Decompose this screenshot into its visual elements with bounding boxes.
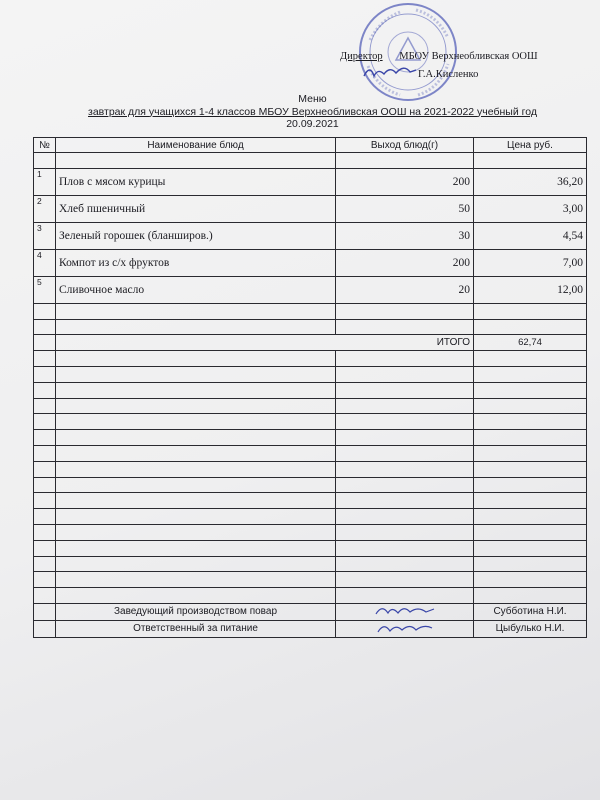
header-price: Цена руб. [474,138,587,153]
table-row-empty [34,556,587,572]
menu-table [33,137,587,638]
signature-mark [336,620,474,637]
item-price: 3,00 [474,195,587,222]
item-weight: 50 [336,195,474,222]
table-header-row [34,138,587,153]
signature-role: Заведующий производством повар [56,603,336,620]
signature-row [34,620,587,637]
table-row-empty [34,303,587,319]
table-row-empty [34,445,587,461]
signature-role: Ответственный за питание [56,620,336,637]
responsible-signature [370,621,440,634]
table-row-empty [34,509,587,525]
item-price: 7,00 [474,249,587,276]
table-row-empty [34,414,587,430]
table-row-empty [34,588,587,604]
item-price: 36,20 [474,168,587,195]
table-row-empty [34,477,587,493]
table-row [34,276,587,303]
table-row-empty [34,540,587,556]
item-number: 5 [34,276,56,303]
table-row-empty [34,524,587,540]
table-row [34,249,587,276]
table-row-empty [34,351,587,367]
table-row-empty [34,398,587,414]
school-name: МБОУ Верхнеобливская ООШ [399,51,538,62]
table-row [34,222,587,249]
title-line-2: завтрак для учащихся 1-4 классов МБОУ Верхнеобливская ООШ на 2021-2022 учебный год [88,105,537,118]
title-line-1: Меню [298,93,327,105]
total-label: ИТОГО [56,335,474,351]
item-name: Плов с мясом курицы [56,168,336,195]
menu-date: 20.09.2021 [286,118,339,130]
item-price: 4,54 [474,222,587,249]
table-row-empty [34,572,587,588]
menu-title [40,93,585,131]
total-row [34,335,587,351]
header-dish: Наименование блюд [56,138,336,153]
item-name: Зеленый горошек (бланширов.) [56,222,336,249]
item-price: 12,00 [474,276,587,303]
signature-row [34,603,587,620]
approval-block [340,50,590,82]
total-value: 62,74 [474,335,587,351]
item-weight: 200 [336,249,474,276]
table-row-empty [34,319,587,335]
item-number: 1 [34,168,56,195]
header-weight: Выход блюд(г) [336,138,474,153]
item-name: Компот из с/х фруктов [56,249,336,276]
table-row-empty [34,382,587,398]
item-weight: 20 [336,276,474,303]
item-number: 3 [34,222,56,249]
table-row [34,195,587,222]
table-row-empty [34,493,587,509]
item-weight: 30 [336,222,474,249]
director-label: Директор [340,51,383,62]
item-name: Хлеб пшеничный [56,195,336,222]
item-name: Сливочное масло [56,276,336,303]
signature-name: Цыбулько Н.И. [474,620,587,637]
table-row-empty [34,430,587,446]
header-number: № [34,138,56,153]
item-weight: 200 [336,168,474,195]
signature-mark [336,603,474,620]
item-number: 4 [34,249,56,276]
signature-name: Субботина Н.И. [474,603,587,620]
table-row-empty [34,153,587,169]
table-row-empty [34,366,587,382]
director-name: Г.А.Кисленко [418,69,479,80]
table-row-empty [34,461,587,477]
table-row [34,168,587,195]
cook-signature [370,604,440,617]
item-number: 2 [34,195,56,222]
